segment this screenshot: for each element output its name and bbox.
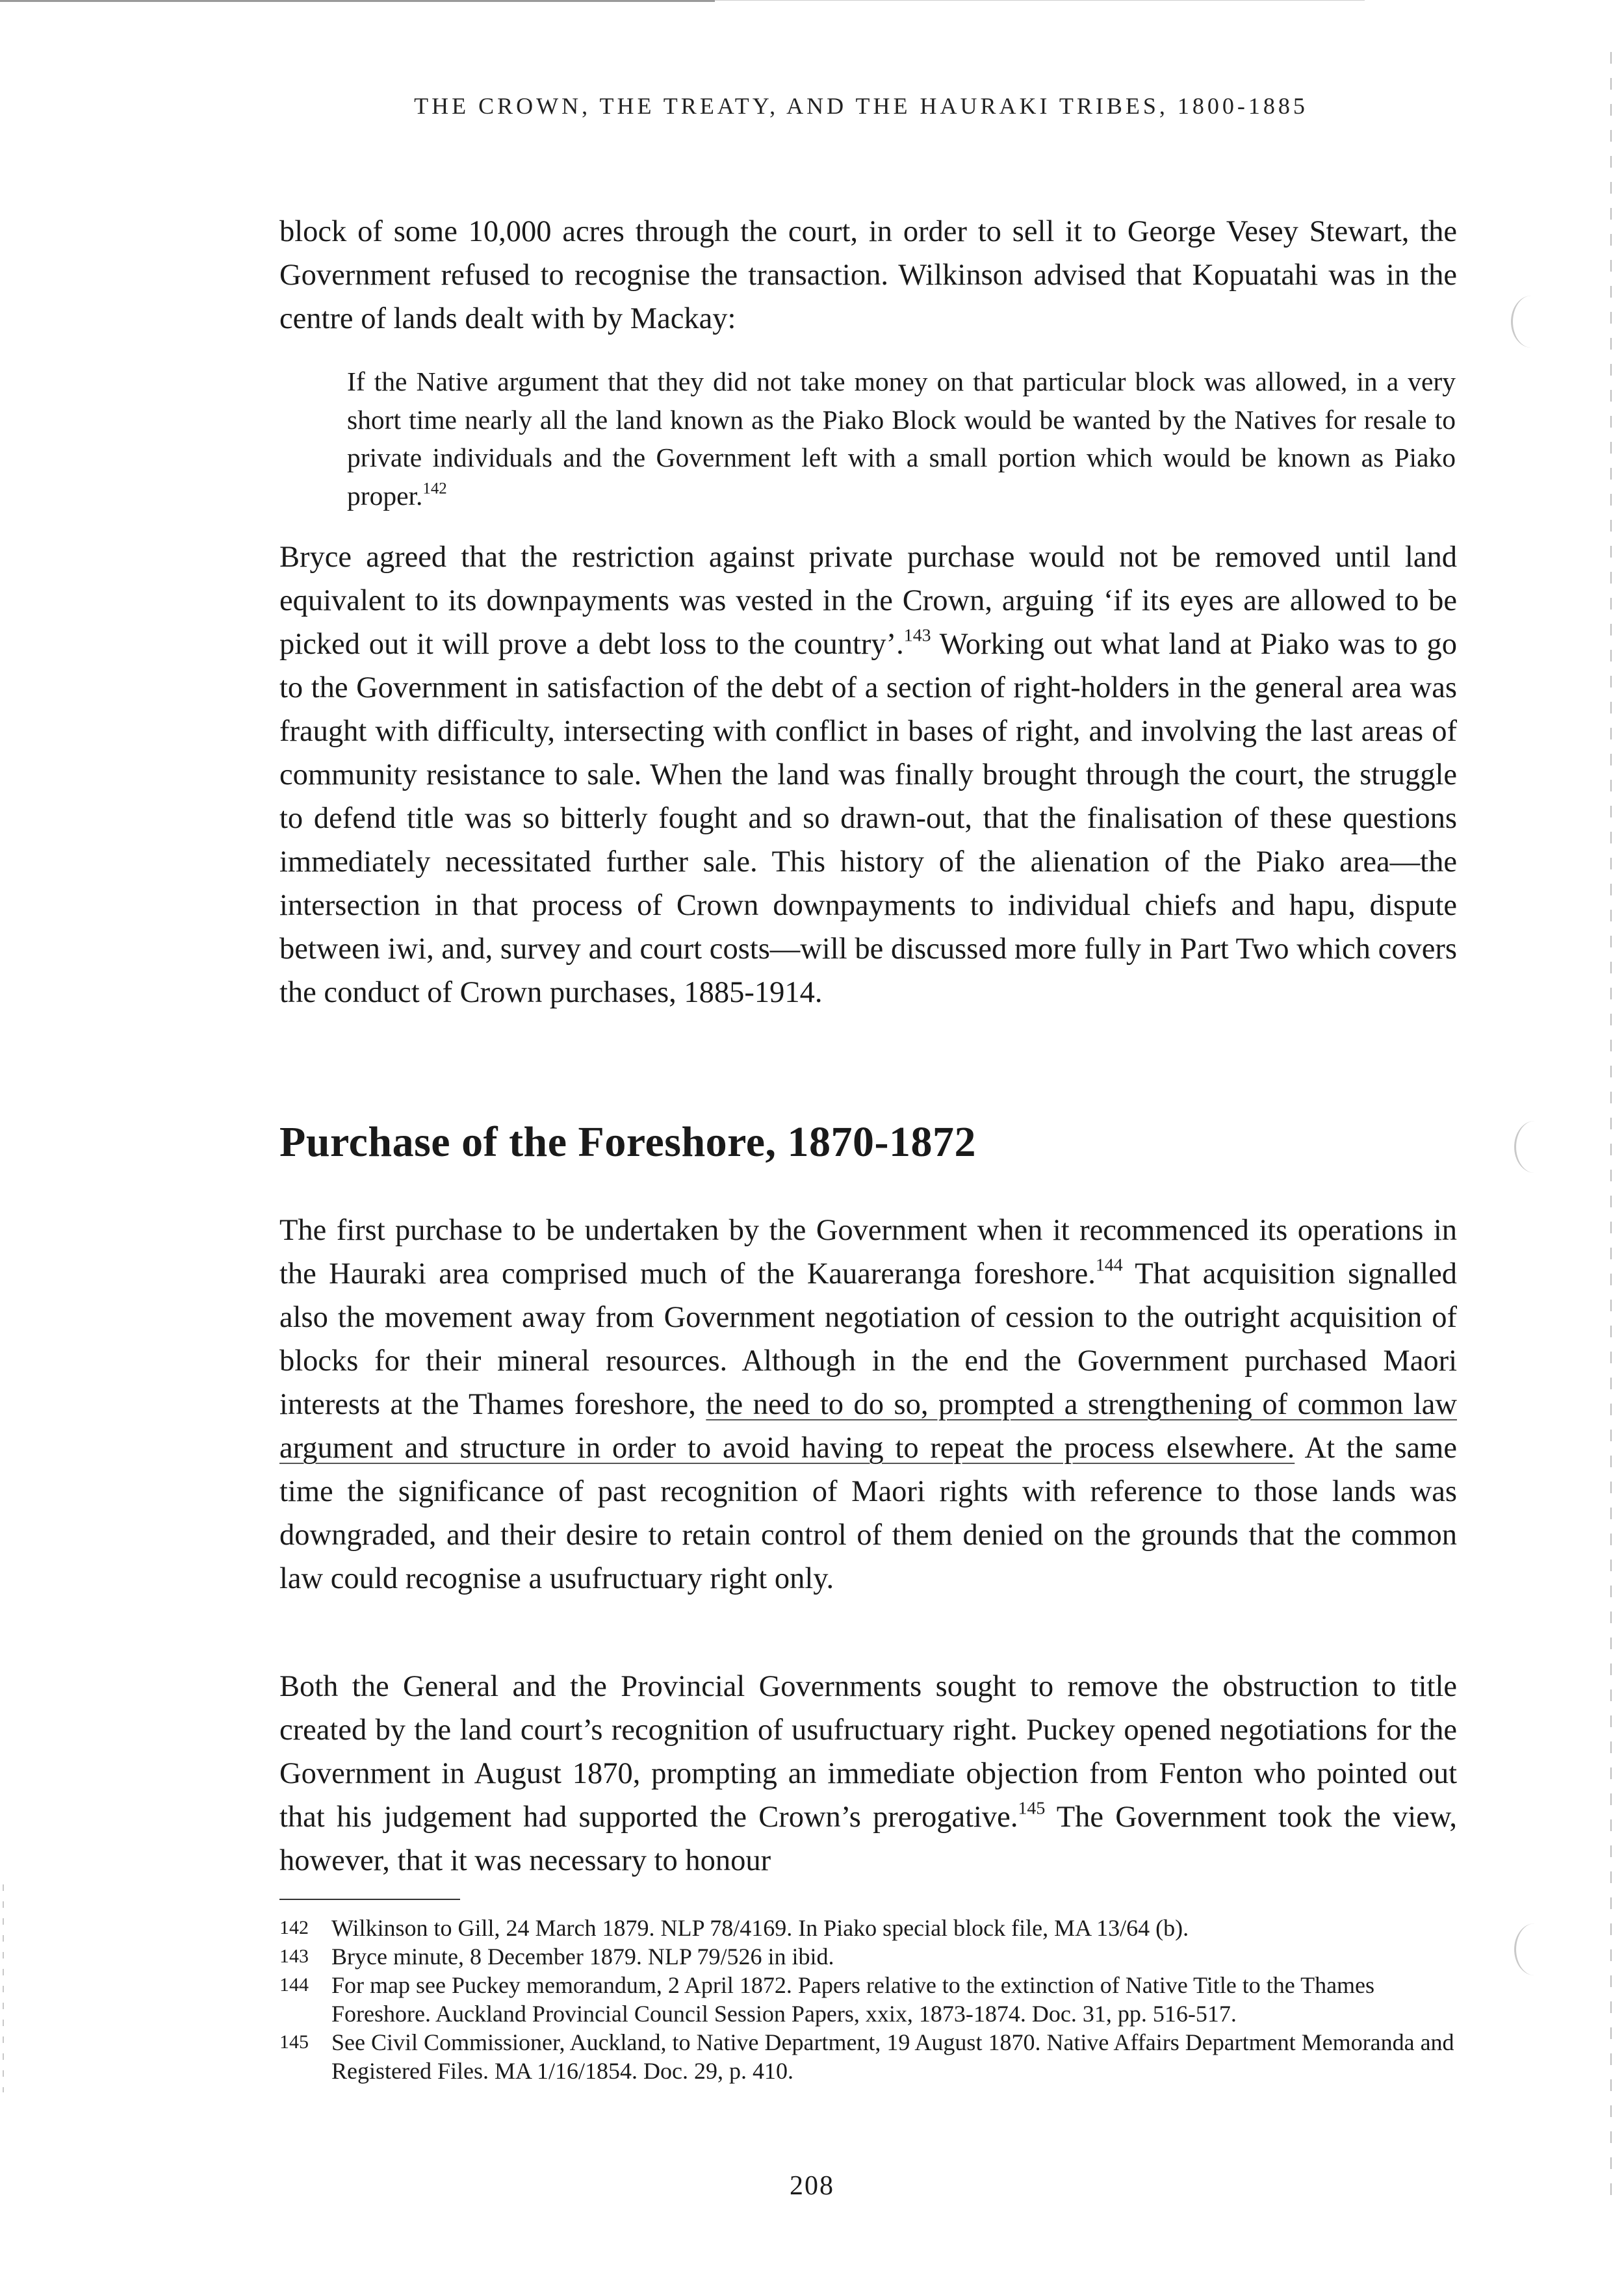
footnote-ref: 142 — [422, 480, 447, 498]
page-number: 208 — [790, 2171, 834, 2201]
block-quote — [347, 363, 1456, 515]
body-text: At the same time the significance of past recognition of Maori rights with reference to those lands was downgraded, and their desire to retain control of them denied on the grounds that the common law could recognise a usufructuary right only. — [279, 1432, 1457, 1595]
right-edge-mark — [1610, 52, 1612, 2196]
footnote-ref: 144 — [1095, 1255, 1123, 1276]
footnote — [279, 1914, 1457, 1942]
footnote-ref: 143 — [903, 625, 931, 646]
footnote-number: 145 — [279, 2031, 309, 2053]
margin-scan-mark — [1514, 1923, 1555, 1975]
margin-scan-mark — [1514, 1121, 1555, 1173]
footnote-number: 143 — [279, 1946, 309, 1967]
left-edge-mark — [3, 1884, 4, 2092]
footnote-rule — [279, 1899, 460, 1900]
body-text: The first purchase to be undertaken by the Government when it recommenced its operations in the Hauraki area comprised much of the Kauareranga foreshore. — [279, 1214, 1457, 1291]
paragraph-4 — [279, 1665, 1457, 1882]
body-text: That acquisition signalled also the movement away from Government negotiation of cession to the outright acquisition of blocks for their mineral resources. Although in the end the Government purchased Maori interests at the Thames foreshore, — [279, 1257, 1457, 1421]
paragraph-3 — [279, 1209, 1457, 1600]
footnotes — [279, 1914, 1457, 2085]
section-heading: Purchase of the Foreshore, 1870-1872 — [279, 1118, 977, 1166]
body-text: Bryce agreed that the restriction against private purchase would not be removed until land equivalent to its downpayments was vested in the Crown, arguing ‘if its eyes are allowed to be picked out it will prove a debt loss to the country’. — [279, 541, 1457, 661]
footnote-number: 142 — [279, 1917, 309, 1938]
paragraph-2 — [279, 535, 1457, 1014]
footnote — [279, 1942, 1457, 1971]
body-text: The Government took the view, however, that it was necessary to honour — [279, 1801, 1458, 1877]
margin-scan-mark — [1511, 296, 1552, 348]
footnote-text: Wilkinson to Gill, 24 March 1879. NLP 78/4169. In Piako special block file, MA 13/64 (b). — [331, 1915, 1189, 1941]
footnote — [279, 2028, 1457, 2085]
paragraph-1 — [279, 210, 1457, 340]
body-text: Working out what land at Piako was to go to the Government in satisfaction of the debt of a section of right-holders in the general area was fraught with difficulty, intersecting with conflict in bases of right, and involving the last areas of community resistance to sale. When the land was finally brought through the court, the struggle to defend title was so bitterly fought and so drawn-out, that the finalisation of these questions immediately necessitated further sale. This history of the alienation of the Piako area—the intersection in that process of Crown downpayments to individual chiefs and hapu, dispute between iwi, and, survey and court costs—will be discussed more fully in Part Two which covers the conduct of Crown purchases, 1885-1914. — [279, 628, 1458, 1009]
top-edge-rule-faint — [715, 0, 1365, 1]
footnote — [279, 1971, 1457, 2028]
footnote-text: See Civil Commissioner, Auckland, to Native Department, 19 August 1870. Native Affairs Department Memoranda and Registered Files. MA 1/16/1854. Doc. 29, p. 410. — [331, 2029, 1454, 2084]
running-header: THE CROWN, THE TREATY, AND THE HAURAKI TRIBES, 1800-1885 — [414, 93, 1308, 119]
footnote-number: 144 — [279, 1974, 309, 1996]
underlined-passage: the need to do so, prompted a strengthening of common law argument and structure in order to avoid having to repeat the process elsewhere. — [279, 1388, 1457, 1465]
top-edge-rule — [0, 0, 715, 2]
footnote-text: For map see Puckey memorandum, 2 April 1872. Papers relative to the extinction of Native Title to the Thames Foreshore. Auckland Provincial Council Session Papers, xxix, 1873-1874. Doc. 31, pp. 516-517. — [331, 1972, 1375, 2027]
footnote-text: Bryce minute, 8 December 1879. NLP 79/526 in ibid. — [331, 1944, 834, 1970]
footnote-ref: 145 — [1018, 1798, 1046, 1819]
quote-text: If the Native argument that they did not take money on that particular block was allowed, in a very short time nearly all the land known as the Piako Block would be wanted by the Natives for resale to private individuals and the Government left with a small portion which would be known as Piako proper. — [347, 366, 1456, 511]
body-text: block of some 10,000 acres through the court, in order to sell it to George Vesey Stewart, the Government refused to recognise the transaction. Wilkinson advised that Kopuatahi was in the centre of lands dealt with by Mackay: — [279, 215, 1457, 335]
body-text: Both the General and the Provincial Governments sought to remove the obstruction to title created by the land court’s recognition of usufructuary right. Puckey opened negotiations for the Government in August 1870, prompting an immediate objection from Fenton who pointed out that his judgement had supported the Crown’s prerogative. — [279, 1670, 1457, 1834]
